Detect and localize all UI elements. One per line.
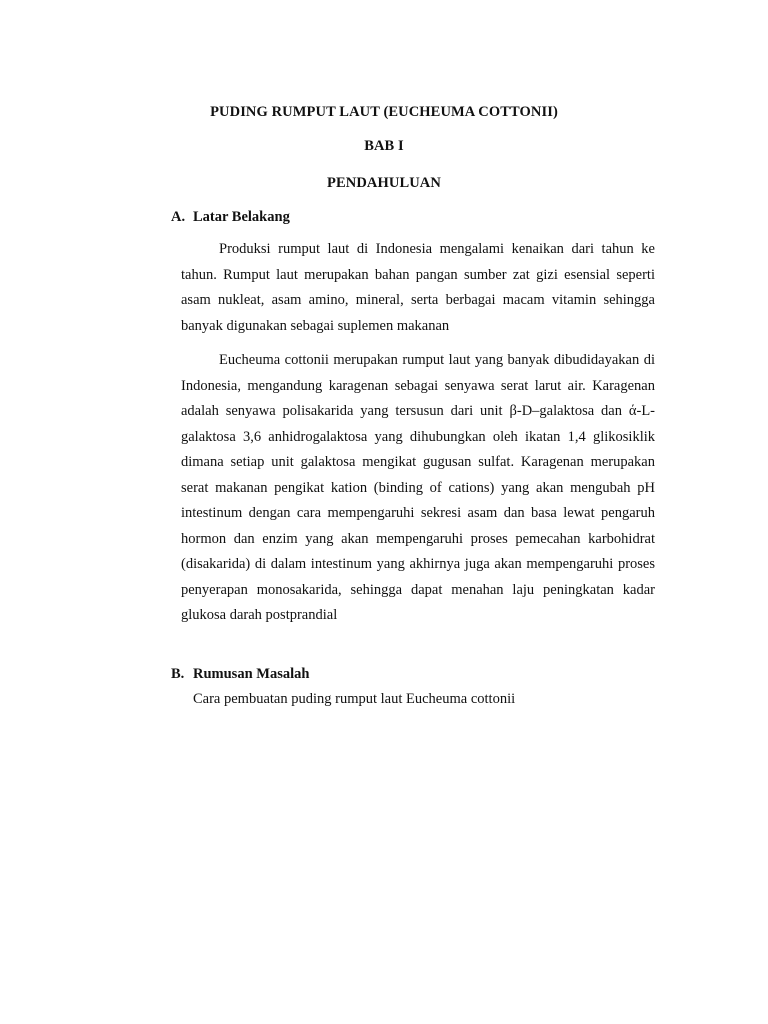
chapter-title: PENDAHULUAN xyxy=(327,175,441,191)
section-a-heading xyxy=(171,208,290,226)
section-b-title: Rumusan Masalah xyxy=(193,666,310,682)
section-a-letter: A. xyxy=(171,209,186,225)
section-b-heading xyxy=(171,665,309,683)
chapter-number: BAB I xyxy=(364,138,404,154)
document-title: PUDING RUMPUT LAUT (EUCHEUMA COTTONII) xyxy=(210,104,558,120)
section-b-letter: B. xyxy=(171,666,185,682)
problem-statement: Cara pembuatan puding rumput laut Eucheuma cottonii xyxy=(193,691,516,707)
background-paragraph-2: Eucheuma cottonii merupakan rumput laut yang banyak dibudidayakan di Indonesia, mengandung karagenan sebagai senyawa serat larut air. Karagenan adalah senyawa polisakarida yang tersusun dari unit β-D–galaktosa dan ά-L-galaktosa 3,6 anhidrogalaktosa yang dihubungkan oleh ikatan 1,4 glikosiklik dimana setiap unit galaktosa mengikat gugusan sulfat. Karagenan merupakan serat makanan pengikat kation (binding of cations) yang akan mengubah pH intestinum dengan cara mempengaruhi sekresi asam dan basa lewat pengaruh hormon dan enzim yang akan mempengaruhi proses pemecahan karbohidrat (disakarida) di dalam intestinum yang akhirnya juga akan mempengaruhi proses penyerapan monosakarida, sehingga dapat menahan laju peningkatan kadar glukosa darah postprandial xyxy=(181,352,655,623)
section-a-title: Latar Belakang xyxy=(193,209,290,225)
background-paragraph-1: Produksi rumput laut di Indonesia mengalami kenaikan dari tahun ke tahun. Rumput laut merupakan bahan pangan sumber zat gizi esensial seperti asam nukleat, asam amino, mineral, serta berbagai macam vitamin sehingga banyak digunakan sebagai suplemen makanan xyxy=(181,241,655,334)
